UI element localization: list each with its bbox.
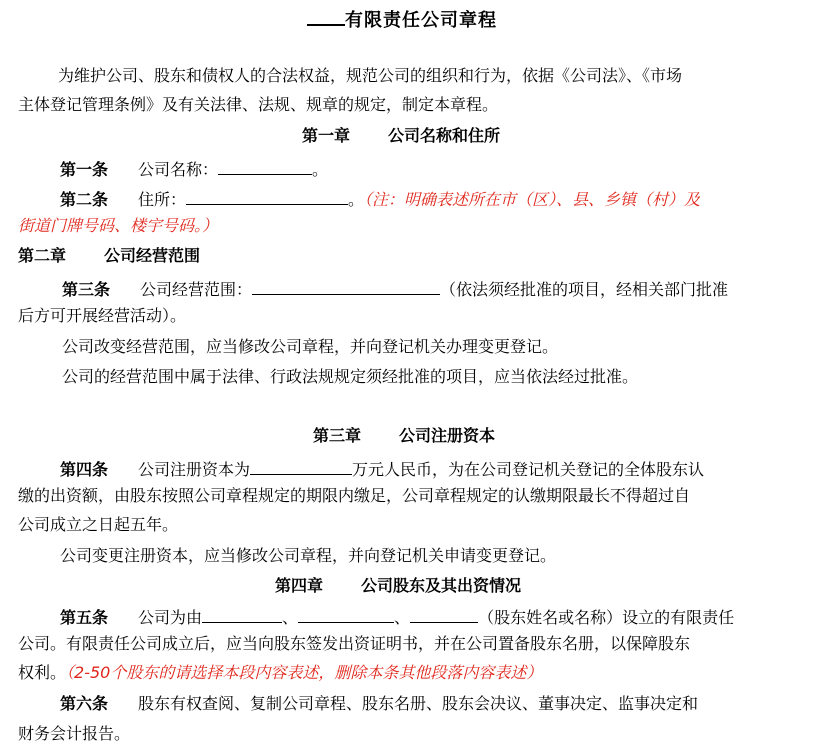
article-3-paragraph-3: 公司的经营范围中属于法律、行政法规规定须经批准的项目，应当依法经过批准。 (62, 367, 639, 386)
article-5-text: 公司为由 (138, 608, 203, 627)
chapter-3-number: 第三章 (313, 426, 362, 445)
shareholder-1-field[interactable] (202, 605, 282, 623)
article-1-text: 公司名称： (138, 160, 219, 179)
chapter-3-title: 公司注册资本 (399, 426, 496, 445)
article-4-paragraph-2: 公司变更注册资本，应当修改公司章程，并向登记机关申请变更登记。 (60, 546, 557, 565)
article-5-line-3-text: 权利。 (18, 663, 67, 682)
address-field[interactable] (186, 187, 348, 205)
article-4-after: 万元人民币，为在公司登记机关登记的全体股东认 (352, 460, 705, 479)
chapter-4-number: 第四章 (275, 576, 324, 595)
shareholder-2-field[interactable] (298, 605, 394, 623)
shareholder-3-field[interactable] (410, 605, 478, 623)
article-5-after: （股东姓名或名称）设立的有限责任 (478, 608, 735, 627)
article-6-label: 第六条 (60, 694, 109, 713)
article-5-note: （2-50个股东的请选择本段内容表述，删除本条其他段落内容表述） (66, 663, 543, 682)
article-2-note: （注：明确表述所在市（区）、县、乡镇（村）及 (364, 190, 701, 209)
article-3 (62, 277, 728, 300)
chapter-2-title: 公司经营范围 (104, 246, 201, 265)
chapter-3-heading (313, 426, 495, 446)
article-2-label: 第二条 (60, 190, 109, 209)
article-1-label: 第一条 (60, 160, 109, 179)
article-2-note-line-2: 街道门牌号码、楼宇号码。） (18, 216, 219, 235)
article-1 (60, 157, 328, 180)
article-3-label: 第三条 (62, 280, 111, 299)
article-5-sep-1: 、 (282, 608, 299, 627)
company-name-blank[interactable] (307, 5, 345, 26)
article-4-text: 公司注册资本为 (138, 460, 251, 479)
company-name-field[interactable] (218, 157, 312, 175)
preamble-line-1: 为维护公司、股东和债权人的合法权益，规范公司的组织和行为，依据《公司法》、《市场 (58, 66, 683, 85)
article-3-line-2: 后方可开展经营活动）。 (18, 306, 187, 325)
article-5-line-2: 公司。有限责任公司成立后，应当向股东签发出资证明书，并在公司置备股东名册，以保障股东 (18, 634, 691, 653)
article-6-line-2: 财务会计报告。 (18, 724, 131, 743)
article-4-line-3: 公司成立之日起五年。 (18, 515, 179, 534)
chapter-1-number: 第一章 (302, 126, 351, 145)
chapter-4-title: 公司股东及其出资情况 (361, 576, 522, 595)
article-4 (60, 457, 704, 480)
chapter-1-heading (302, 126, 500, 146)
article-4-line-2: 缴的出资额，由股东按照公司章程规定的期限内缴足，公司章程规定的认缴期限最长不得超过自 (18, 486, 691, 505)
article-5-sep-2: 、 (394, 608, 411, 627)
chapter-4-heading (275, 576, 521, 596)
chapter-1-title: 公司名称和住所 (388, 126, 501, 145)
article-2-end: 。 (348, 190, 365, 209)
article-5-label: 第五条 (60, 608, 109, 627)
article-3-paragraph-2: 公司改变经营范围，应当修改公司章程，并向登记机关办理变更登记。 (62, 337, 559, 356)
article-4-label: 第四条 (60, 460, 109, 479)
article-1-end: 。 (312, 160, 329, 179)
title-text: 有限责任公司章程 (345, 10, 497, 31)
article-5-line-3 (18, 663, 542, 683)
article-6-text: 股东有权查阅、复制公司章程、股东名册、股东会决议、董事决定、监事决定和 (138, 694, 699, 713)
article-2 (60, 187, 700, 210)
article-6 (60, 694, 698, 714)
article-5 (60, 605, 734, 628)
business-scope-field[interactable] (252, 277, 440, 295)
article-2-text: 住所： (138, 190, 187, 209)
registered-capital-field[interactable] (250, 457, 352, 475)
chapter-2-heading (18, 246, 200, 266)
document-title (307, 5, 497, 31)
preamble-line-2: 主体登记管理条例》及有关法律、法规、规章的规定，制定本章程。 (18, 95, 499, 114)
chapter-2-number: 第二章 (18, 246, 67, 265)
article-3-text: 公司经营范围： (140, 280, 253, 299)
article-3-after: （依法须经批准的项目，经相关部门批准 (440, 280, 729, 299)
